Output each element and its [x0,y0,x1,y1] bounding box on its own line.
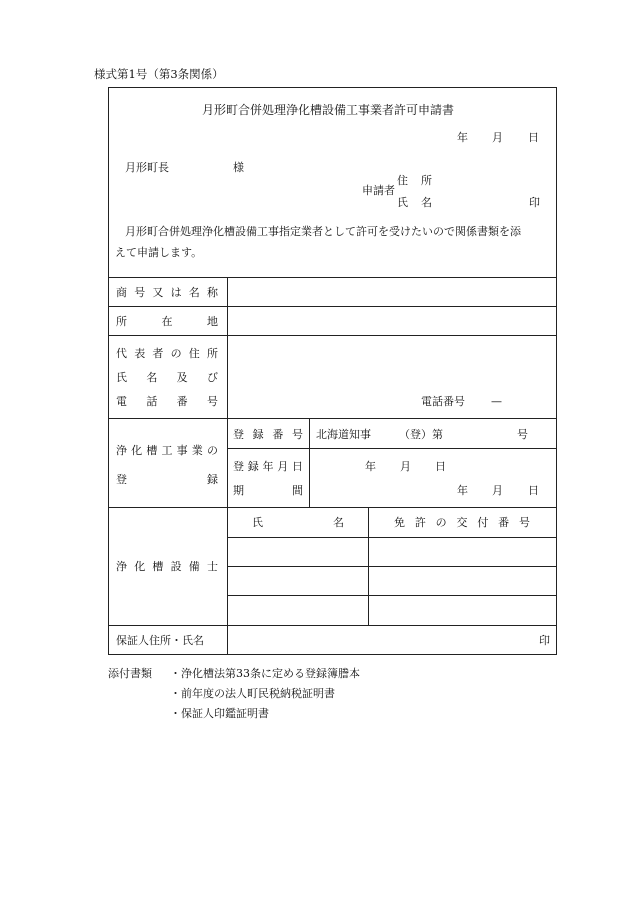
rule-registration-bottom [108,507,557,508]
form-number: 様式第1号（第3条関係） [94,67,224,81]
guarantor-label: 保証人住所・氏名 [116,634,204,647]
rule-representative-bottom [108,418,557,419]
representative-label-line-2 [116,372,218,383]
attachment-item: ・浄化槽法第33条に定める登録簿謄本 [170,667,360,680]
rule-engineer-bottom [108,625,557,626]
rule-header-bottom [108,277,557,278]
engineer-col-name [252,517,344,528]
septic-registration-label-line-1 [116,445,218,456]
attachment-item: ・前年度の法人町民税納税証明書 [170,687,335,700]
addressee-name: 月形町長 [125,161,169,174]
applicant-name-label-2: 名 [421,196,432,209]
rule-location-bottom [108,335,557,336]
reg-number-authority: 北海道知事 [316,428,371,441]
reg-date-year: 年 [365,460,376,473]
trade-name-label-text: 商 号 又 は 名 称 [116,286,218,299]
location-label [116,316,218,327]
reg-number-label-text: 登 録 番 号 [233,428,303,441]
representative-label-line-3-text: 電 話 番 号 [116,395,218,408]
addressee-honorific: 様 [233,161,244,174]
trade-name-label [116,287,218,298]
location-label-text: 所 在 地 [116,315,218,328]
septic-registration-label-line-1-text: 浄 化 槽 工 事 業 の [116,444,218,457]
engineer-col-name-text: 氏 名 [252,516,344,529]
engineer-col-license [394,517,530,528]
septic-registration-label-line-2-text: 登 録 [116,473,218,486]
reg-date-day: 日 [435,460,446,473]
reg-period-year: 年 [457,484,468,497]
rule-engineer-row-1-bottom [227,566,557,567]
date-day: 日 [528,131,539,144]
reg-date-label-line-2-text: 期 間 [233,484,303,497]
phone-label: 電話番号 [421,395,465,408]
form-title: 月形町合併処理浄化槽設備工事業者許可申請書 [202,103,455,117]
rule-reg-number-bottom [227,448,557,449]
rule-engineer-header-bottom [227,537,557,538]
reg-number-suffix: 号 [517,428,528,441]
rule-label-column [227,277,228,655]
body-text-line-1: 月形町合併処理浄化槽設備工事指定業者として許可を受けたいので関係書類を添 [125,225,521,238]
applicant-address-label-1: 住 [397,174,408,187]
attachments-label: 添付書類 [108,667,152,680]
reg-number-label [233,429,303,440]
guarantor-seal: 印 [539,634,550,647]
applicant-address-label-2: 所 [421,174,432,187]
reg-date-label-line-1 [233,461,303,472]
date-month: 月 [492,131,503,144]
representative-label-line-1-text: 代 表 者 の 住 所 [116,347,218,360]
rule-registration-subcolumn [309,418,310,507]
rule-engineer-row-2-bottom [227,595,557,596]
representative-label-line-2-text: 氏 名 及 び [116,371,218,384]
engineer-label [116,561,218,572]
phone-dash: — [491,395,502,408]
reg-period-day: 日 [528,484,539,497]
reg-period-month: 月 [492,484,503,497]
septic-registration-label-line-2 [116,474,218,485]
applicant-label: 申請者 [362,184,395,197]
date-year: 年 [457,131,468,144]
applicant-seal: 印 [529,196,540,209]
rule-engineer-subcolumn [368,507,369,625]
reg-date-month: 月 [400,460,411,473]
applicant-name-label-1: 氏 [397,196,408,209]
attachment-item: ・保証人印鑑証明書 [170,707,269,720]
representative-label-line-3 [116,396,218,407]
reg-date-label-line-1-text: 登 録 年 月 日 [233,460,303,473]
rule-trade-name-bottom [108,306,557,307]
representative-label-line-1 [116,348,218,359]
engineer-label-text: 浄 化 槽 設 備 士 [116,560,218,573]
reg-date-label-line-2 [233,485,303,496]
reg-number-mark: （登）第 [399,428,443,441]
engineer-col-license-text: 免 許 の 交 付 番 号 [394,516,530,529]
body-text-line-2: えて申請します。 [115,246,203,259]
